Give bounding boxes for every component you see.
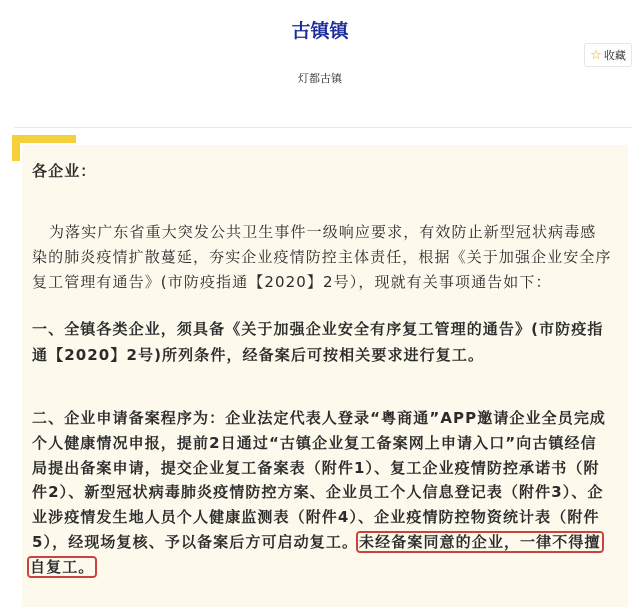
intro-line: 染的肺炎疫情扩散蔓延，夯实企业疫情防控主体责任，根据《关于加强企业安全序 (32, 248, 612, 266)
section1-line: 一、全镇各类企业，须具备《关于加强企业安全有序复工管理的通告》(市防疫指 (32, 320, 604, 338)
section2-line (27, 556, 97, 578)
section2-line (32, 531, 604, 553)
greeting: 各企业： (32, 162, 97, 180)
section2-line: 局提出备案申请，提交企业复工备案表（附件1）、复工企业疫情防控承诺书（附 (32, 459, 600, 477)
section2-text: 5），经现场复核、予以备案后方可启动复工。 (32, 533, 359, 551)
section2-line: 个人健康情况申报，提前2日通过“古镇企业复工备案网上申请入口”向古镇经信 (32, 434, 597, 452)
favorite-button[interactable] (584, 43, 632, 67)
highlighted-warning: 自复工。 (27, 556, 97, 578)
star-icon: ☆ (590, 47, 602, 63)
favorite-label: 收藏 (603, 49, 626, 62)
corner-accent (12, 135, 76, 143)
highlighted-warning: 未经备案同意的企业，一律不得擅 (356, 531, 604, 553)
divider (14, 127, 632, 128)
section2-line: 业涉疫情发生地人员个人健康监测表（附件4）、企业疫情防控物资统计表（附件 (32, 508, 600, 526)
section2-line: 二、企业申请备案程序为：企业法定代表人登录“粤商通”APP邀请企业全员完成 (32, 409, 607, 427)
section1-line: 通【2020】2号)所列条件，经备案后可按相关要求进行复工。 (32, 346, 485, 364)
account-subtitle: 灯都古镇 (298, 72, 342, 85)
section2-line: 件2）、新型冠状病毒肺炎疫情防控方案、企业员工个人信息登记表（附件3）、企 (32, 483, 604, 501)
intro-line: 复工管理有通告》(市防疫指通【2020】2号），现就有关事项通告如下： (32, 273, 552, 291)
account-title: 古镇镇 (291, 20, 349, 42)
intro-line: 为落实广东省重大突发公共卫生事件一级响应要求，有效防止新型冠状病毒感 (49, 223, 597, 241)
corner-accent-vertical (12, 135, 20, 161)
